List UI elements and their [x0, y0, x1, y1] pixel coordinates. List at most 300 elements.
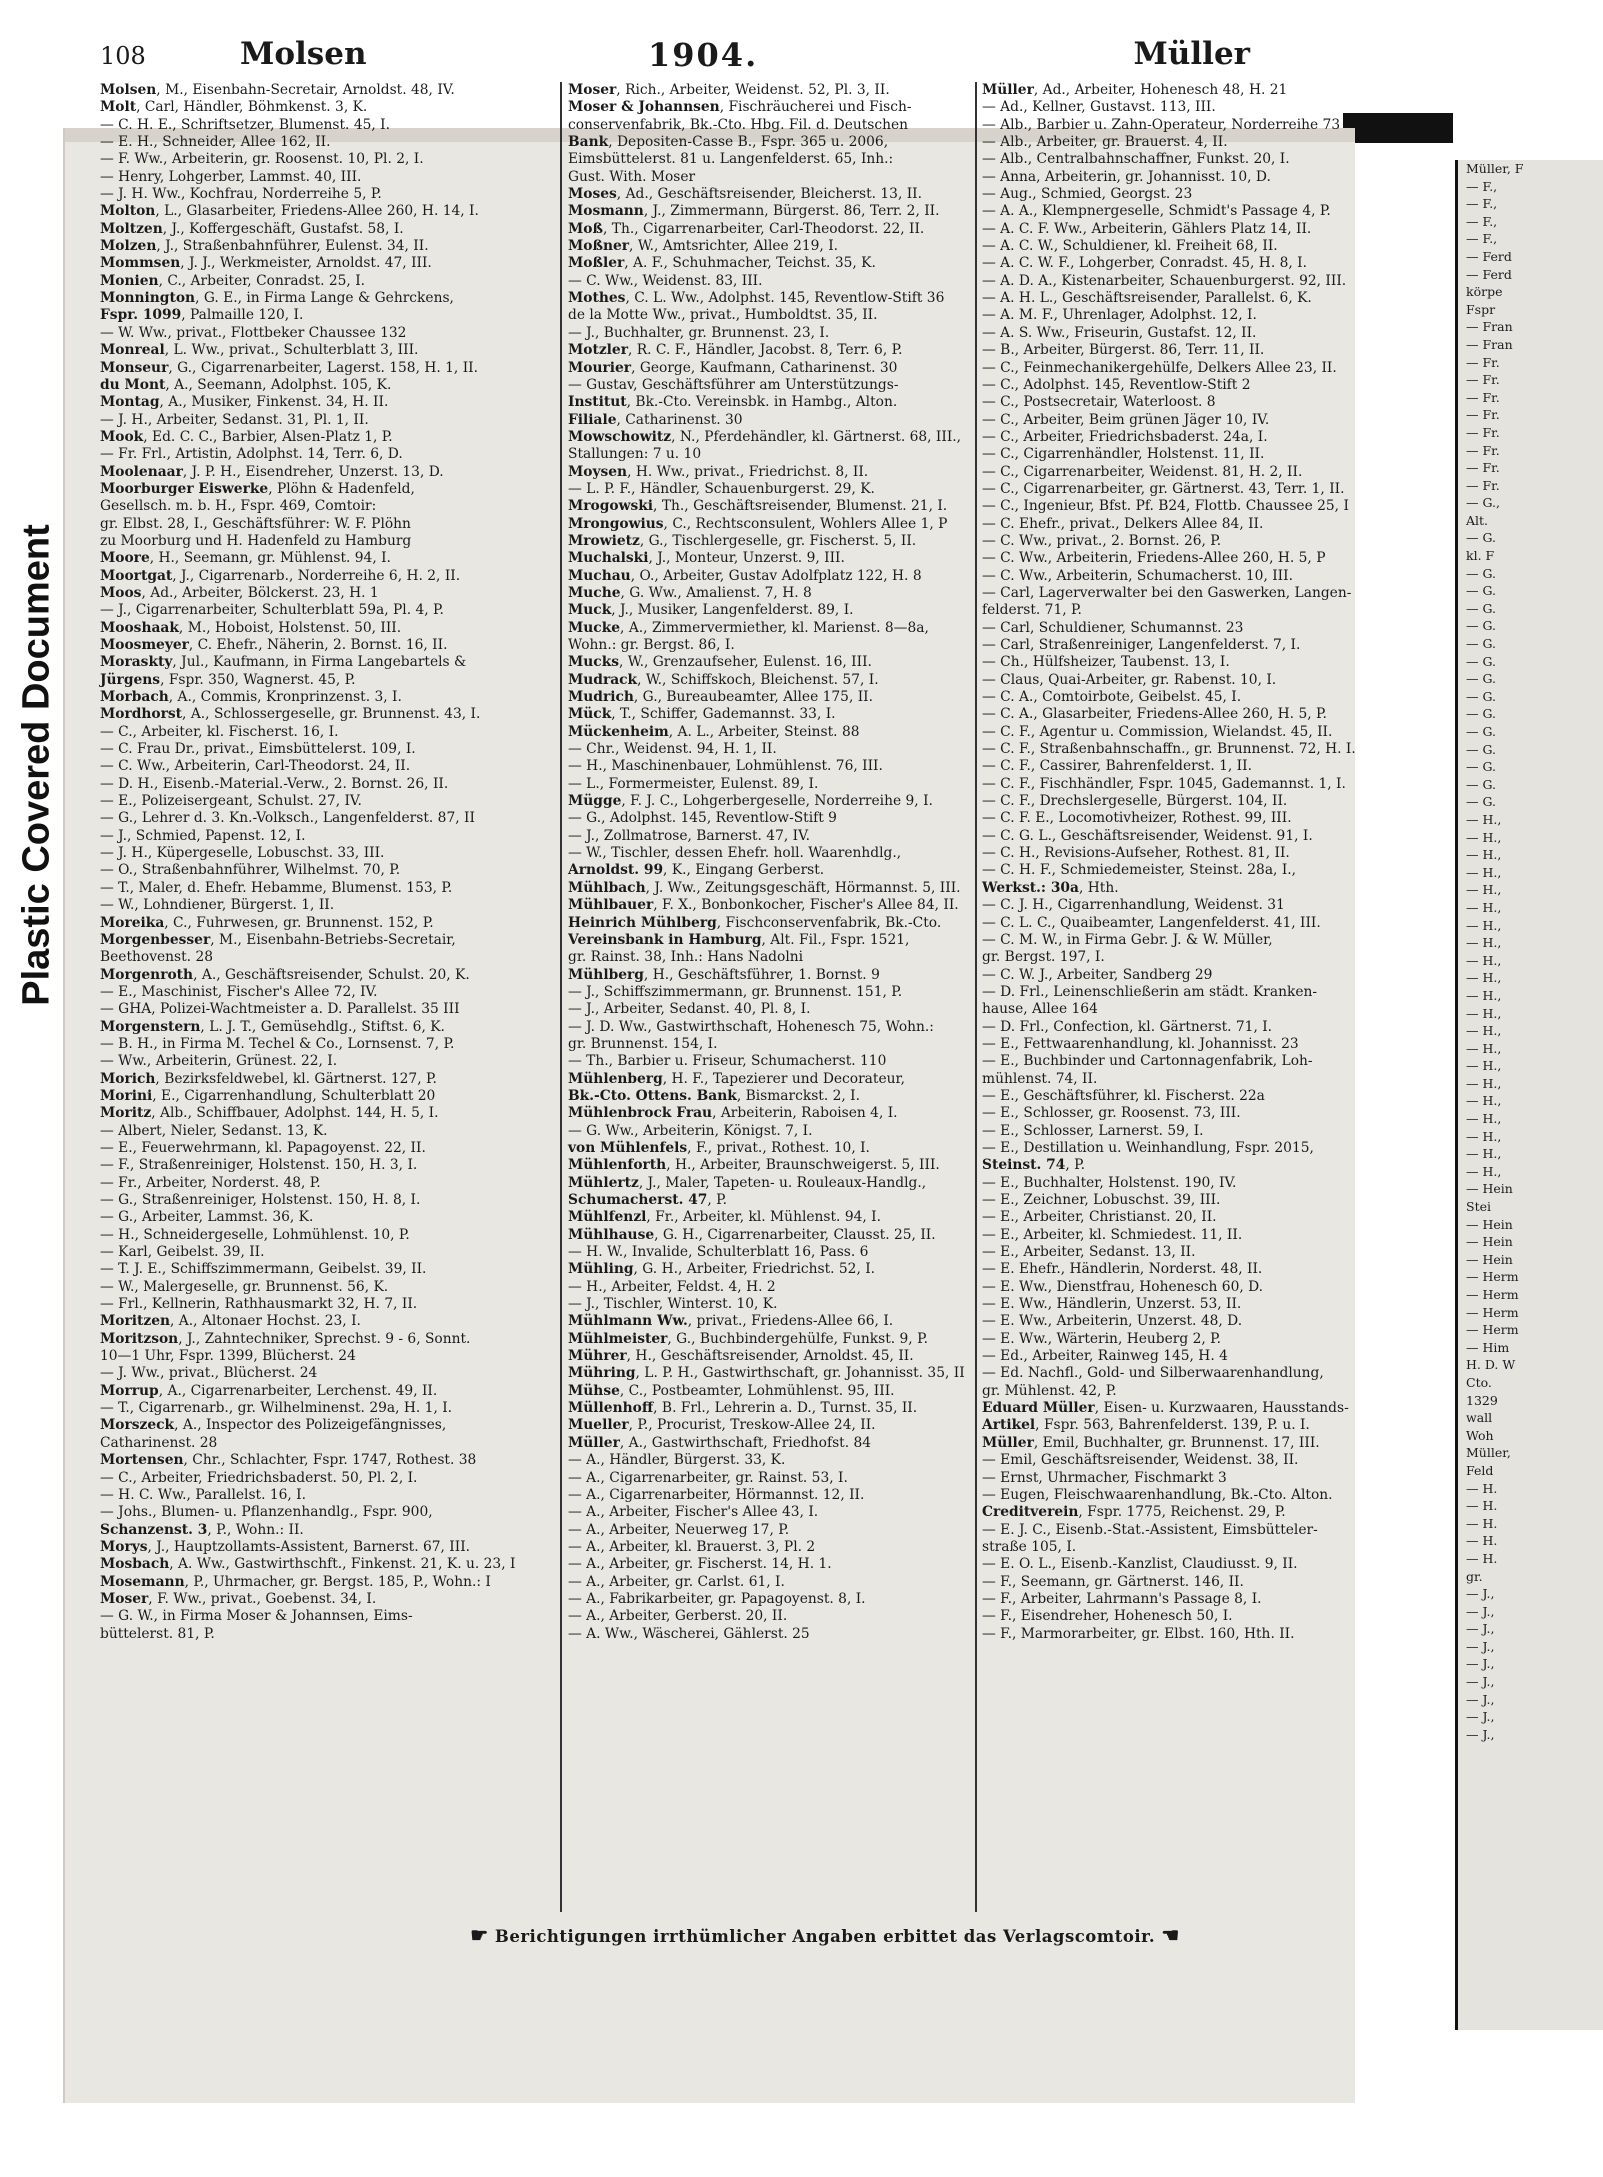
- entry-surname: Moorburger Eiswerke: [100, 480, 269, 497]
- directory-entry-line: — H., Maschinenbauer, Lohmühlenst. 76, III.: [568, 758, 883, 775]
- directory-entry-line: — C. F., Cassirer, Bahrenfelderst. 1, II.: [982, 758, 1252, 775]
- directory-entry-line: Morrup, A., Cigarrenarbeiter, Lerchenst. 49, II.: [100, 1382, 438, 1399]
- directory-entry-line: Vereinsbank in Hamburg, Alt. Fil., Fspr. 1521,: [568, 931, 910, 948]
- directory-entry-line: — Emil, Geschäftsreisender, Weidenst. 38, II.: [982, 1452, 1299, 1469]
- neighbor-entry-line: Woh: [1466, 1427, 1494, 1443]
- directory-entry-line: — E., Buchhalter, Holstenst. 190, IV.: [982, 1174, 1237, 1191]
- neighbor-entry-line: — Fr.: [1466, 477, 1500, 493]
- directory-entry-line: Morgenbesser, M., Eisenbahn-Betriebs-Secretair,: [100, 931, 456, 948]
- directory-entry-line: Mühlbauer, F. X., Bonbonkocher, Fischer's Allee 84, II.: [568, 897, 959, 914]
- entry-surname: Mühlenbrock Frau: [568, 1105, 713, 1122]
- directory-entry-line: Molsen, M., Eisenbahn-Secretair, Arnoldst. 48, IV.: [100, 82, 455, 98]
- directory-entry-line: — Fr., Arbeiter, Norderst. 48, P.: [100, 1174, 321, 1191]
- neighbor-entry-line: — F.,: [1466, 231, 1498, 247]
- neighbor-entry-line: Cto.: [1466, 1374, 1492, 1390]
- directory-entry-line: — J., Buchhalter, gr. Brunnenst. 23, I.: [568, 324, 830, 341]
- directory-entry-line: — E., Destillation u. Weinhandlung, Fspr. 2015,: [982, 1139, 1314, 1156]
- directory-entry-line: Filiale, Catharinenst. 30: [568, 411, 743, 428]
- directory-entry-line: — E. Ehefr., Händlerin, Norderst. 48, II.: [982, 1261, 1263, 1278]
- directory-entry-line: Mühlertz, J., Maler, Tapeten- u. Rouleaux-Handlg.,: [568, 1174, 927, 1191]
- directory-entry-line: — Ad., Kellner, Gustavst. 113, III.: [982, 99, 1216, 116]
- neighbor-entry-line: — G.: [1466, 759, 1496, 775]
- directory-entry-line: — C. M. W., in Firma Gebr. J. & W. Müller,: [982, 931, 1273, 948]
- directory-entry-line: Mosbach, A. Ww., Gastwirthschft., Finkenst. 21, K. u. 23, I: [100, 1556, 516, 1573]
- neighbor-entry-line: — F.,: [1466, 178, 1498, 194]
- directory-entry-line: — E., Arbeiter, kl. Schmiedest. 11, II.: [982, 1226, 1243, 1243]
- directory-entry-line: — H. C. Ww., Parallelst. 16, I.: [100, 1486, 307, 1503]
- directory-entry-line: — Henry, Lohgerber, Lammst. 40, III.: [100, 168, 362, 185]
- entry-surname: Morbach: [100, 689, 169, 706]
- directory-entry-line: — J. H. Ww., Kochfrau, Norderreihe 5, P.: [100, 186, 382, 203]
- neighbor-entry-line: — Fr.: [1466, 442, 1500, 458]
- directory-entry-line: Institut, Bk.-Cto. Vereinsbk. in Hambg., Alton.: [568, 394, 898, 411]
- entry-surname: Moritzen: [100, 1313, 171, 1330]
- directory-entry-line: Müller, Ad., Arbeiter, Hohenesch 48, H. 21: [982, 82, 1288, 98]
- directory-entry-line: — A., Arbeiter, Neuerweg 17, P.: [568, 1521, 790, 1538]
- directory-entry-line: — Carl, Schuldiener, Schumannst. 23: [982, 619, 1244, 636]
- entry-surname: Schanzenst. 3: [100, 1521, 208, 1538]
- neighbor-entry-line: — G.: [1466, 776, 1496, 792]
- directory-entry-line: Motzler, R. C. F., Händler, Jacobst. 8, Terr. 6, P.: [568, 342, 903, 359]
- directory-entry-line: — G. W., in Firma Moser & Johannsen, Eims-: [100, 1608, 413, 1625]
- neighbor-entry-line: — H.,: [1466, 1163, 1502, 1179]
- directory-entry-line: — W., Tischler, dessen Ehefr. holl. Waarenhdlg.,: [568, 845, 902, 862]
- directory-entry-line: Mück, T., Schiffer, Gademannst. 33, I.: [568, 706, 836, 723]
- directory-entry-line: de la Motte Ww., privat., Humboldtst. 35, II.: [568, 307, 878, 324]
- entry-surname: Mühlenforth: [568, 1157, 667, 1174]
- neighbor-page-edge: [1455, 160, 1603, 2030]
- directory-entry-line: — Aug., Schmied, Georgst. 23: [982, 186, 1193, 203]
- directory-entry-line: — Fr. Frl., Artistin, Adolphst. 14, Terr. 6, D.: [100, 446, 403, 463]
- entry-surname: Muck: [568, 602, 612, 619]
- directory-entry-line: — Anna, Arbeiterin, gr. Johannisst. 10, D.: [982, 168, 1271, 185]
- directory-entry-line: — B. H., in Firma M. Techel & Co., Lornsenst. 7, P.: [100, 1035, 455, 1052]
- directory-entry-line: — C., Cigarrenarbeiter, gr. Gärtnerst. 43, Terr. 1, II.: [982, 480, 1345, 497]
- entry-surname: du Mont: [100, 376, 166, 393]
- directory-entry-line: — F., Marmorarbeiter, gr. Elbst. 160, Hth. II.: [982, 1625, 1295, 1642]
- neighbor-entry-line: — Fr.: [1466, 372, 1500, 388]
- directory-entry-line: Mühlmann Ww., privat., Friedens-Allee 66, I.: [568, 1313, 894, 1330]
- directory-entry-line: zu Moorburg und H. Hadenfeld zu Hamburg: [100, 532, 412, 549]
- directory-entry-line: Bank, Depositen-Casse B., Fspr. 365 u. 2006,: [568, 134, 889, 151]
- directory-entry-line: — D. Frl., Leinenschließerin am städt. Kranken-: [982, 983, 1318, 1000]
- directory-entry-line: — D. Frl., Confection, kl. Gärtnerst. 71, I.: [982, 1018, 1273, 1035]
- entry-surname: Mosemann: [100, 1573, 185, 1590]
- neighbor-entry-line: — H.,: [1466, 1005, 1502, 1021]
- neighbor-entry-line: — Fr.: [1466, 460, 1500, 476]
- entry-surname: Mrogowski: [568, 498, 654, 515]
- neighbor-entry-line: Müller, F: [1466, 161, 1524, 176]
- directory-entry-line: Mook, Ed. C. C., Barbier, Alsen-Platz 1, P.: [100, 428, 393, 445]
- neighbor-entry-line: — G.: [1466, 741, 1496, 757]
- directory-entry-line: Mühlenberg, H. F., Tapezierer und Decorateur,: [568, 1070, 905, 1087]
- neighbor-entry-line: — Ferd: [1466, 248, 1512, 264]
- entry-surname: Mommsen: [100, 255, 181, 272]
- neighbor-entry-line: — H.,: [1466, 882, 1502, 898]
- directory-entry-line: — Carl, Lagerverwalter bei den Gaswerken, Langen-: [982, 584, 1352, 601]
- entry-surname: Moltzen: [100, 220, 163, 237]
- directory-entry-line: Muche, G. Ww., Amalienst. 7, H. 8: [568, 584, 812, 601]
- directory-entry-line: Schanzenst. 3, P., Wohn.: II.: [100, 1521, 304, 1538]
- entry-surname: Moser: [100, 1590, 149, 1607]
- neighbor-entry-line: 1329: [1466, 1392, 1498, 1408]
- neighbor-entry-line: — Hein: [1466, 1234, 1513, 1250]
- directory-entry-line: — L. P. F., Händler, Schauenburgerst. 29, K.: [568, 480, 875, 497]
- neighbor-entry-line: — H.,: [1466, 1128, 1502, 1144]
- directory-entry-line: — Eugen, Fleischwaarenhandlung, Bk.-Cto. Alton.: [982, 1486, 1333, 1503]
- neighbor-entry-line: — Fran: [1466, 336, 1513, 352]
- directory-entry-line: — C. Ww., Arbeiterin, Friedens-Allee 260, H. 5, P: [982, 550, 1326, 567]
- neighbor-entry-line: — Him: [1466, 1339, 1510, 1355]
- directory-entry-line: Moß, Th., Cigarrenarbeiter, Carl-Theodorst. 22, II.: [568, 220, 925, 237]
- directory-entry-line: — O., Straßenbahnführer, Wilhelmst. 70, P.: [100, 862, 401, 879]
- directory-entry-line: — A., Arbeiter, kl. Brauerst. 3, Pl. 2: [568, 1538, 816, 1555]
- directory-entry-line: — H. W., Invalide, Schulterblatt 16, Pass. 6: [568, 1244, 869, 1261]
- directory-entry-line: Moritzson, J., Zahntechniker, Sprechst. 9 - 6, Sonnt.: [100, 1330, 471, 1347]
- directory-entry-line: Mothes, C. L. Ww., Adolphst. 145, Reventlow-Stift 36: [568, 290, 945, 307]
- neighbor-entry-line: wall: [1466, 1410, 1493, 1426]
- directory-entry-line: — C., Adolphst. 145, Reventlow-Stift 2: [982, 376, 1251, 393]
- neighbor-entry-line: — H.,: [1466, 1075, 1502, 1091]
- directory-entry-line: — Alb., Arbeiter, gr. Brauerst. 4, II.: [982, 134, 1228, 151]
- directory-entry-line: — Frl., Kellnerin, Rathhausmarkt 32, H. 7, II.: [100, 1296, 418, 1313]
- directory-entry-line: Mühlhause, G. H., Cigarrenarbeiter, Clausst. 25, II.: [568, 1226, 936, 1243]
- column-divider: [975, 82, 977, 1912]
- neighbor-entry-line: kl. F: [1466, 548, 1495, 564]
- entry-surname: Vereinsbank in Hamburg: [568, 931, 762, 948]
- entry-surname: Mühlbauer: [568, 897, 654, 914]
- directory-entry-line: Molton, L., Glasarbeiter, Friedens-Allee 260, H. 14, I.: [100, 203, 479, 220]
- directory-entry-line: Moysen, H. Ww., privat., Friedrichst. 8, II.: [568, 463, 869, 480]
- directory-entry-line: — C. Ww., Arbeiterin, Schumacherst. 10, III.: [982, 567, 1293, 584]
- directory-entry-line: — C., Arbeiter, kl. Fischerst. 16, I.: [100, 723, 339, 740]
- directory-entry-line: — J. H., Arbeiter, Sedanst. 31, Pl. 1, II.: [100, 411, 369, 428]
- neighbor-entry-line: — G.,: [1466, 495, 1500, 511]
- directory-entry-line: — A. A., Klempnergeselle, Schmidt's Passage 4, P.: [982, 203, 1331, 220]
- entry-surname: Morys: [100, 1538, 148, 1555]
- directory-entry-line: Mühling, G. H., Arbeiter, Friedrichst. 52, I.: [568, 1261, 876, 1278]
- neighbor-entry-line: — G.: [1466, 618, 1496, 634]
- directory-entry-line: Mühlenbrock Frau, Arbeiterin, Raboisen 4, I.: [568, 1105, 898, 1122]
- directory-entry-line: Mückenheim, A. L., Arbeiter, Steinst. 88: [568, 723, 860, 740]
- neighbor-entry-line: — H.,: [1466, 1111, 1502, 1127]
- directory-entry-line: Moßler, A. F., Schuhmacher, Teichst. 35, K.: [568, 255, 876, 272]
- entry-surname: Eduard Müller: [982, 1400, 1095, 1417]
- entry-surname: Mühlmeister: [568, 1330, 668, 1347]
- header-right-keyword: Müller: [1133, 36, 1250, 72]
- directory-entry-line: — C., Postsecretair, Waterloost. 8: [982, 394, 1216, 411]
- directory-entry-line: — B., Arbeiter, Bürgerst. 86, Terr. 11, II.: [982, 342, 1265, 359]
- entry-surname: Mothes: [568, 290, 626, 307]
- neighbor-entry-line: — F.,: [1466, 196, 1498, 212]
- entry-surname: Mrowietz: [568, 532, 640, 549]
- directory-entry-line: — Ed., Arbeiter, Rainweg 145, H. 4: [982, 1348, 1228, 1365]
- neighbor-entry-line: — J.,: [1466, 1603, 1495, 1619]
- directory-entry-line: — Gustav, Geschäftsführer am Unterstützungs-: [568, 376, 899, 393]
- pointing-hand-right-icon: ☚: [1161, 1923, 1180, 1947]
- directory-entry-line: — C. F., Fischhändler, Fspr. 1045, Gademannst. 1, I.: [982, 775, 1346, 792]
- directory-entry-line: Montag, A., Musiker, Finkenst. 34, H. II.: [100, 394, 389, 411]
- directory-entry-line: Müllenhoff, B. Frl., Lehrerin a. D., Turnst. 35, II.: [568, 1400, 918, 1417]
- directory-entry-line: Muchau, O., Arbeiter, Gustav Adolfplatz 122, H. 8: [568, 567, 922, 584]
- directory-entry-line: — E., Geschäftsführer, kl. Fischerst. 22a: [982, 1087, 1265, 1104]
- directory-entry-line: Moritz, Alb., Schiffbauer, Adolphst. 144, H. 5, I.: [100, 1105, 439, 1122]
- directory-entry-line: — T., Cigarrenarb., gr. Wilhelminenst. 29a, H. 1, I.: [100, 1400, 453, 1417]
- header-year: 1904.: [648, 36, 759, 74]
- entry-surname: Mudrack: [568, 671, 638, 688]
- entry-surname: von Mühlenfels: [568, 1139, 688, 1156]
- entry-surname: Mühring: [568, 1365, 636, 1382]
- directory-entry-line: Schumacherst. 47, P.: [568, 1192, 728, 1208]
- directory-entry-line: Moore, H., Seemann, gr. Mühlenst. 94, I.: [100, 550, 391, 567]
- neighbor-entry-line: — Ferd: [1466, 266, 1512, 282]
- directory-entry-line: Müller, Emil, Buchhalter, gr. Brunnenst. 17, III.: [982, 1434, 1320, 1451]
- directory-entry-line: Mühring, L. P. H., Gastwirthschaft, gr. Johannisst. 35, II: [568, 1365, 965, 1382]
- neighbor-entry-line: Stei: [1466, 1199, 1491, 1215]
- entry-surname: Montag: [100, 394, 160, 411]
- entry-surname: Filiale: [568, 411, 617, 428]
- directory-entry-line: Moorburger Eiswerke, Plöhn & Hadenfeld,: [100, 480, 415, 497]
- entry-surname: Moolenaar: [100, 463, 183, 480]
- neighbor-entry-line: — H.: [1466, 1498, 1498, 1514]
- scan-edge-shadow: [1343, 113, 1453, 143]
- directory-entry-line: Moraskty, Jul., Kaufmann, in Firma Langebartels &: [100, 654, 467, 671]
- directory-entry-line: Eimsbüttelerst. 81 u. Langenfelderst. 65, Inh.:: [568, 151, 894, 168]
- directory-entry-line: — J., Schmied, Papenst. 12, I.: [100, 827, 306, 844]
- directory-entry-line: Mührer, H., Geschäftsreisender, Arnoldst. 45, II.: [568, 1348, 914, 1365]
- directory-entry-line: — E., Fettwaarenhandlung, kl. Johannisst. 23: [982, 1035, 1299, 1052]
- directory-entry-line: — E., Zeichner, Lobuschst. 39, III.: [982, 1192, 1221, 1208]
- directory-entry-line: Morini, E., Cigarrenhandlung, Schulterblatt 20: [100, 1087, 436, 1104]
- directory-entry-line: Moser, F. Ww., privat., Goebenst. 34, I.: [100, 1590, 377, 1607]
- directory-entry-line: — W. Ww., privat., Flottbeker Chaussee 132: [100, 324, 407, 341]
- neighbor-entry-line: — Fran: [1466, 319, 1513, 335]
- directory-entry-line: — C. Ehefr., privat., Delkers Allee 84, II.: [982, 515, 1264, 532]
- directory-entry-line: Beethovenst. 28: [100, 949, 214, 966]
- directory-entry-line: Creditverein, Fspr. 1775, Reichenst. 29, P.: [982, 1504, 1286, 1521]
- neighbor-entry-line: — Hein: [1466, 1216, 1513, 1232]
- directory-entry-line: Mosmann, J., Zimmermann, Bürgerst. 86, Terr. 2, II.: [568, 203, 940, 220]
- directory-column-1: [100, 82, 555, 1912]
- entry-surname: Mühlhause: [568, 1226, 655, 1243]
- entry-surname: Morich: [100, 1070, 156, 1087]
- directory-entry-line: Monnington, G. E., in Firma Lange & Gehrckens,: [100, 290, 454, 307]
- directory-entry-line: — Ww., Arbeiterin, Grünest. 22, I.: [100, 1053, 338, 1070]
- neighbor-entry-line: — Fr.: [1466, 407, 1500, 423]
- directory-entry-line: Mudrack, W., Schiffskoch, Bleichenst. 57, I.: [568, 671, 879, 688]
- neighbor-entry-line: — H.,: [1466, 1040, 1502, 1056]
- directory-entry-line: Mommsen, J. J., Werkmeister, Arnoldst. 47, III.: [100, 255, 432, 272]
- directory-entry-line: mühlenst. 74, II.: [982, 1070, 1098, 1087]
- entry-surname: Mudrich: [568, 689, 634, 706]
- directory-entry-line: Arnoldst. 99, K., Eingang Gerberst.: [568, 862, 825, 879]
- directory-entry-line: — A., Fabrikarbeiter, gr. Papagoyenst. 8, I.: [568, 1590, 866, 1607]
- neighbor-entry-line: — J.,: [1466, 1638, 1495, 1654]
- entry-surname: Moritzson: [100, 1330, 179, 1347]
- directory-entry-line: — J. Ww., privat., Blücherst. 24: [100, 1365, 318, 1382]
- directory-entry-line: Müller, A., Gastwirthschaft, Friedhofst. 84: [568, 1434, 872, 1451]
- entry-surname: Mowschowitz: [568, 428, 672, 445]
- neighbor-entry-line: — J.,: [1466, 1709, 1495, 1725]
- directory-entry-line: — Carl, Straßenreiniger, Langenfelderst. 7, I.: [982, 637, 1301, 653]
- directory-entry-line: — F. Ww., Arbeiterin, gr. Roosenst. 10, Pl. 2, I.: [100, 151, 424, 168]
- entry-surname: Mühlmann Ww.: [568, 1313, 688, 1330]
- page-number: 108: [100, 42, 146, 70]
- entry-surname: Moses: [568, 186, 617, 203]
- entry-surname: Müller: [982, 82, 1034, 98]
- directory-entry-line: Moosmeyer, C. Ehefr., Näherin, 2. Bornst. 16, II.: [100, 637, 448, 653]
- neighbor-entry-line: — H.,: [1466, 864, 1502, 880]
- directory-entry-line: gr. Mühlenst. 42, P.: [982, 1382, 1117, 1399]
- side-label-text: Plastic Covered Document: [15, 524, 58, 1006]
- directory-entry-line: — C. Ww., Weidenst. 83, III.: [568, 272, 763, 289]
- directory-entry-line: — Alb., Barbier u. Zahn-Operateur, Norderreihe 73: [982, 116, 1341, 133]
- entry-surname: Moreika: [100, 914, 165, 931]
- directory-entry-line: Bk.-Cto. Ottens. Bank, Bismarckst. 2, I.: [568, 1087, 860, 1104]
- directory-entry-line: — Albert, Nieler, Sedanst. 13, K.: [100, 1122, 328, 1139]
- neighbor-entry-line: — Fr.: [1466, 354, 1500, 370]
- directory-entry-line: — T., Maler, d. Ehefr. Hebamme, Blumenst. 153, P.: [100, 879, 453, 896]
- directory-entry-line: — F., Straßenreiniger, Holstenst. 150, H. 3, I.: [100, 1157, 418, 1174]
- neighbor-entry-line: Müller,: [1466, 1445, 1511, 1461]
- directory-entry-line: Moolenaar, J. P. H., Eisendreher, Unzerst. 13, D.: [100, 463, 444, 480]
- neighbor-entry-line: — G.: [1466, 706, 1496, 722]
- directory-entry-line: Werkst.: 30a, Hth.: [982, 879, 1119, 896]
- entry-surname: Mucke: [568, 619, 621, 636]
- directory-column-3: [982, 82, 1356, 1912]
- directory-entry-line: Wohn.: gr. Bergst. 86, I.: [568, 637, 735, 653]
- directory-entry-line: — C. Ww., privat., 2. Bornst. 26, P.: [982, 532, 1222, 549]
- directory-entry-line: — C. F. E., Locomotivheizer, Rothest. 99, III.: [982, 810, 1292, 827]
- entry-surname: Muchau: [568, 567, 631, 584]
- directory-entry-line: Steinst. 74, P.: [982, 1157, 1085, 1174]
- directory-entry-line: — A., Arbeiter, gr. Carlst. 61, I.: [568, 1573, 785, 1590]
- entry-surname: Monien: [100, 272, 159, 289]
- directory-entry-line: — C. F., Agentur u. Commission, Wielandst. 45, II.: [982, 723, 1333, 740]
- footer-notice: [395, 1923, 1255, 1947]
- entry-surname: Moraskty: [100, 654, 173, 671]
- directory-entry-line: — Ernst, Uhrmacher, Fischmarkt 3: [982, 1469, 1227, 1486]
- entry-surname: Institut: [568, 394, 627, 411]
- entry-surname: Mühling: [568, 1261, 634, 1278]
- directory-entry-line: 10—1 Uhr, Fspr. 1399, Blücherst. 24: [100, 1348, 356, 1365]
- directory-entry-line: Mourier, George, Kaufmann, Catharinenst. 30: [568, 359, 898, 376]
- neighbor-entry-line: — H.,: [1466, 935, 1502, 951]
- directory-entry-line: — A., Cigarrenarbeiter, gr. Rainst. 53, I.: [568, 1469, 848, 1486]
- entry-surname: Mühlbach: [568, 879, 646, 896]
- neighbor-entry-line: — Herm: [1466, 1287, 1519, 1302]
- directory-entry-line: — E., Schlosser, gr. Roosenst. 73, III.: [982, 1105, 1241, 1122]
- entry-surname: Mühlenberg: [568, 1070, 663, 1087]
- entry-surname: Müller: [982, 1434, 1034, 1451]
- neighbor-entry-line: — H.,: [1466, 899, 1502, 915]
- directory-entry-line: hause, Allee 164: [982, 1001, 1098, 1018]
- directory-entry-line: — C. G. L., Geschäftsreisender, Weidenst. 91, I.: [982, 827, 1313, 844]
- neighbor-entry-line: — H.,: [1466, 811, 1502, 827]
- directory-entry-line: Mrowietz, G., Tischlergeselle, gr. Fischerst. 5, II.: [568, 532, 917, 549]
- entry-surname: Arnoldst. 99: [568, 862, 664, 879]
- column-divider: [560, 82, 562, 1912]
- entry-surname: Monnington: [100, 290, 196, 307]
- neighbor-entry-line: — G.: [1466, 565, 1496, 581]
- directory-entry-line: conservenfabrik, Bk.-Cto. Hbg. Fil. d. Deutschen: [568, 116, 909, 133]
- entry-surname: Mühlfenzl: [568, 1209, 647, 1226]
- directory-entry-line: — F., Arbeiter, Lahrmann's Passage 8, I.: [982, 1590, 1262, 1607]
- neighbor-entry-line: — J.,: [1466, 1674, 1495, 1690]
- entry-surname: Fspr. 1099: [100, 307, 182, 324]
- entry-surname: Mucks: [568, 654, 620, 671]
- entry-surname: Morgenroth: [100, 966, 194, 983]
- directory-entry-line: — J., Cigarrenarbeiter, Schulterblatt 59a, Pl. 4, P.: [100, 602, 444, 619]
- neighbor-entry-line: — H.: [1466, 1533, 1498, 1549]
- directory-entry-line: — F., Seemann, gr. Gärtnerst. 146, II.: [982, 1573, 1244, 1590]
- neighbor-entry-line: — Herm: [1466, 1322, 1519, 1338]
- neighbor-entry-line: körpe: [1466, 284, 1503, 300]
- directory-entry-line: Monseur, G., Cigarrenarbeiter, Lagerst. 158, H. 1, II.: [100, 359, 478, 376]
- directory-entry-line: — Ed. Nachfl., Gold- und Silberwaarenhandlung,: [982, 1365, 1324, 1382]
- neighbor-entry-line: — Fr.: [1466, 424, 1500, 440]
- directory-entry-line: — E. Ww., Dienstfrau, Hohenesch 60, D.: [982, 1278, 1264, 1295]
- entry-surname: Moosmeyer: [100, 637, 189, 653]
- neighbor-entry-line: — H.,: [1466, 952, 1502, 968]
- directory-entry-line: — J., Arbeiter, Sedanst. 40, Pl. 8, I.: [568, 1001, 811, 1018]
- neighbor-entry-line: H. D. W: [1466, 1357, 1516, 1373]
- directory-entry-line: — G., Straßenreiniger, Holstenst. 150, H. 8, I.: [100, 1192, 421, 1208]
- directory-entry-line: — C. A., Comtoirbote, Geibelst. 45, I.: [982, 689, 1242, 706]
- directory-entry-line: Mueller, P., Procurist, Treskow-Allee 24, II.: [568, 1417, 876, 1434]
- directory-entry-line: Molt, Carl, Händler, Böhmkenst. 3, K.: [100, 99, 368, 116]
- directory-entry-line: Morgenstern, L. J. T., Gemüsehdlg., Stiftst. 6, K.: [100, 1018, 445, 1035]
- directory-entry-line: — A. C. W., Schuldiener, kl. Freiheit 68, II.: [982, 238, 1278, 255]
- entry-surname: Moritz: [100, 1105, 152, 1122]
- entry-surname: Müllenhoff: [568, 1400, 654, 1417]
- entry-surname: Monseur: [100, 359, 169, 376]
- entry-surname: Mordhorst: [100, 706, 183, 723]
- footer-text: Berichtigungen irrthümlicher Angaben erbittet das Verlagscomtoir.: [494, 1927, 1156, 1946]
- neighbor-entry-line: gr.: [1466, 1568, 1483, 1584]
- directory-entry-line: Moses, Ad., Geschäftsreisender, Bleicherst. 13, II.: [568, 186, 923, 203]
- entry-surname: Morszeck: [100, 1417, 175, 1434]
- directory-entry-line: — C. H. E., Schriftsetzer, Blumenst. 45, I.: [100, 116, 390, 133]
- directory-entry-line: — Karl, Geibelst. 39, II.: [100, 1244, 265, 1261]
- neighbor-entry-line: — J.,: [1466, 1726, 1495, 1742]
- directory-entry-line: — C. W. J., Arbeiter, Sandberg 29: [982, 966, 1213, 983]
- directory-entry-line: — C. L. C., Quaibeamter, Langenfelderst. 41, III.: [982, 914, 1321, 931]
- directory-entry-line: Mrogowski, Th., Geschäftsreisender, Blumenst. 21, I.: [568, 498, 948, 515]
- directory-entry-line: — Johs., Blumen- u. Pflanzenhandlg., Fspr. 900,: [100, 1504, 433, 1521]
- neighbor-entry-line: Fspr: [1466, 301, 1496, 317]
- neighbor-entry-line: — G.: [1466, 600, 1496, 616]
- directory-entry-line: Moos, Ad., Arbeiter, Bölckerst. 23, H. 1: [100, 584, 379, 601]
- entry-surname: Artikel: [982, 1417, 1036, 1434]
- directory-entry-line: Mügge, F. J. C., Lohgerbergeselle, Norderreihe 9, I.: [568, 793, 933, 810]
- entry-surname: Mühse: [568, 1382, 620, 1399]
- directory-entry-line: Mühlbach, J. Ww., Zeitungsgeschäft, Hörmannst. 5, III.: [568, 879, 961, 896]
- entry-surname: Molton: [100, 203, 156, 220]
- directory-entry-line: Artikel, Fspr. 563, Bahrenfelderst. 139, P. u. I.: [982, 1417, 1310, 1434]
- directory-entry-line: — E. Ww., Wärterin, Heuberg 2, P.: [982, 1330, 1222, 1347]
- directory-entry-line: Jürgens, Fspr. 350, Wagnerst. 45, P.: [100, 671, 356, 688]
- directory-entry-line: — C., Arbeiter, Friedrichsbaderst. 24a, I.: [982, 428, 1268, 445]
- directory-entry-line: Eduard Müller, Eisen- u. Kurzwaaren, Hausstands-: [982, 1400, 1349, 1417]
- entry-surname: Müller: [568, 1434, 620, 1451]
- entry-surname: Molsen: [100, 82, 157, 98]
- directory-entry-line: Muck, J., Musiker, Langenfelderst. 89, I.: [568, 602, 854, 619]
- directory-entry-line: — E. J. C., Eisenb.-Stat.-Assistent, Eimsbütteler-: [982, 1521, 1318, 1538]
- directory-entry-line: — W., Lohndiener, Bürgerst. 1, II.: [100, 897, 335, 914]
- directory-entry-line: Mühlberg, H., Geschäftsführer, 1. Bornst. 9: [568, 966, 880, 983]
- directory-entry-line: Morich, Bezirksfeldwebel, kl. Gärtnerst. 127, P.: [100, 1070, 437, 1087]
